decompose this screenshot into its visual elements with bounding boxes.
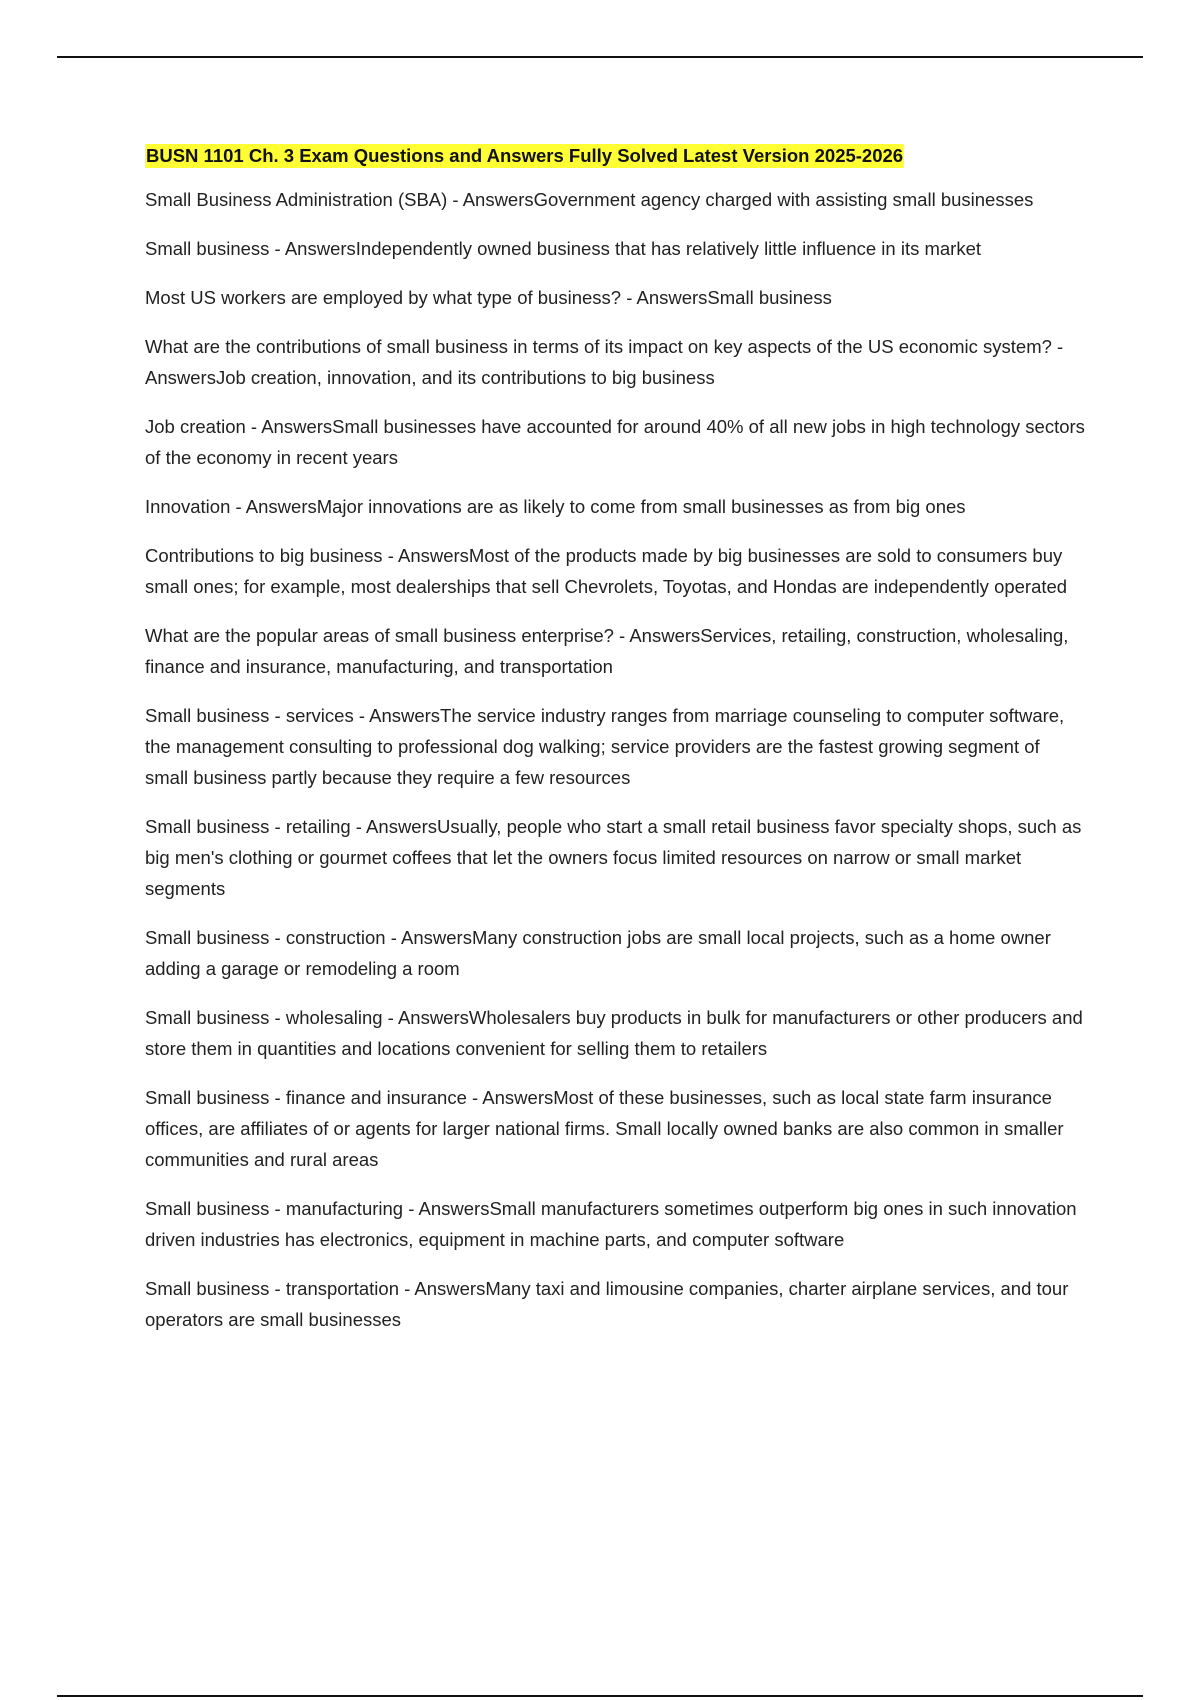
qa-entry: Small Business Administration (SBA) - AnswersGovernment agency charged with assisting small businesses [145, 189, 1034, 210]
qa-entry: Small business - retailing - AnswersUsually, people who start a small retail business favor specialty shops, such as big men's clothing or gourmet coffees that let the owners focus limited resources on narrow or small market segments [145, 816, 1082, 899]
qa-entry: What are the contributions of small business in terms of its impact on key aspects of the US economic system? - AnswersJob creation, innovation, and its contributions to big business [145, 336, 1064, 388]
document-title: BUSN 1101 Ch. 3 Exam Questions and Answers Fully Solved Latest Version 2025-2026 [146, 145, 904, 166]
qa-entry: Small business - construction - AnswersMany construction jobs are small local projects, such as a home owner adding a garage or remodeling a room [145, 927, 1051, 979]
qa-entry: Small business - finance and insurance - AnswersMost of these businesses, such as local state farm insurance offices, are affiliates of or agents for larger national firms. Small locally owned banks are also common in smaller communities and rural areas [145, 1087, 1064, 1170]
qa-entry: Most US workers are employed by what type of business? - AnswersSmall business [145, 287, 832, 308]
qa-entry: Innovation - AnswersMajor innovations are as likely to come from small businesses as from big ones [145, 496, 966, 517]
qa-entry: Small business - wholesaling - AnswersWholesalers buy products in bulk for manufacturers or other producers and store them in quantities and locations convenient for selling them to retailers [145, 1007, 1083, 1059]
bottom-rule [57, 1695, 1143, 1697]
qa-entry: Contributions to big business - AnswersMost of the products made by big businesses are sold to consumers buy small ones; for example, most dealerships that sell Chevrolets, Toyotas, and Hondas are independently operated [145, 545, 1068, 597]
qa-entry: Job creation - AnswersSmall businesses have accounted for around 40% of all new jobs in high technology sectors of the economy in recent years [145, 416, 1085, 468]
qa-entry: Small business - transportation - AnswersMany taxi and limousine companies, charter airplane services, and tour operators are small businesses [145, 1278, 1069, 1330]
qa-entry: What are the popular areas of small business enterprise? - AnswersServices, retailing, construction, wholesaling, finance and insurance, manufacturing, and transportation [145, 625, 1069, 677]
document-body [145, 144, 1085, 1353]
qa-entry: Small business - AnswersIndependently owned business that has relatively little influence in its market [145, 238, 982, 259]
top-rule [57, 56, 1143, 58]
qa-entry: Small business - manufacturing - AnswersSmall manufacturers sometimes outperform big ones in such innovation driven industries has electronics, equipment in machine parts, and computer software [145, 1198, 1077, 1250]
qa-entry: Small business - services - AnswersThe service industry ranges from marriage counseling to computer software, the management consulting to professional dog walking; service providers are the fastest growing segment of small business partly because they require a few resources [145, 705, 1065, 788]
